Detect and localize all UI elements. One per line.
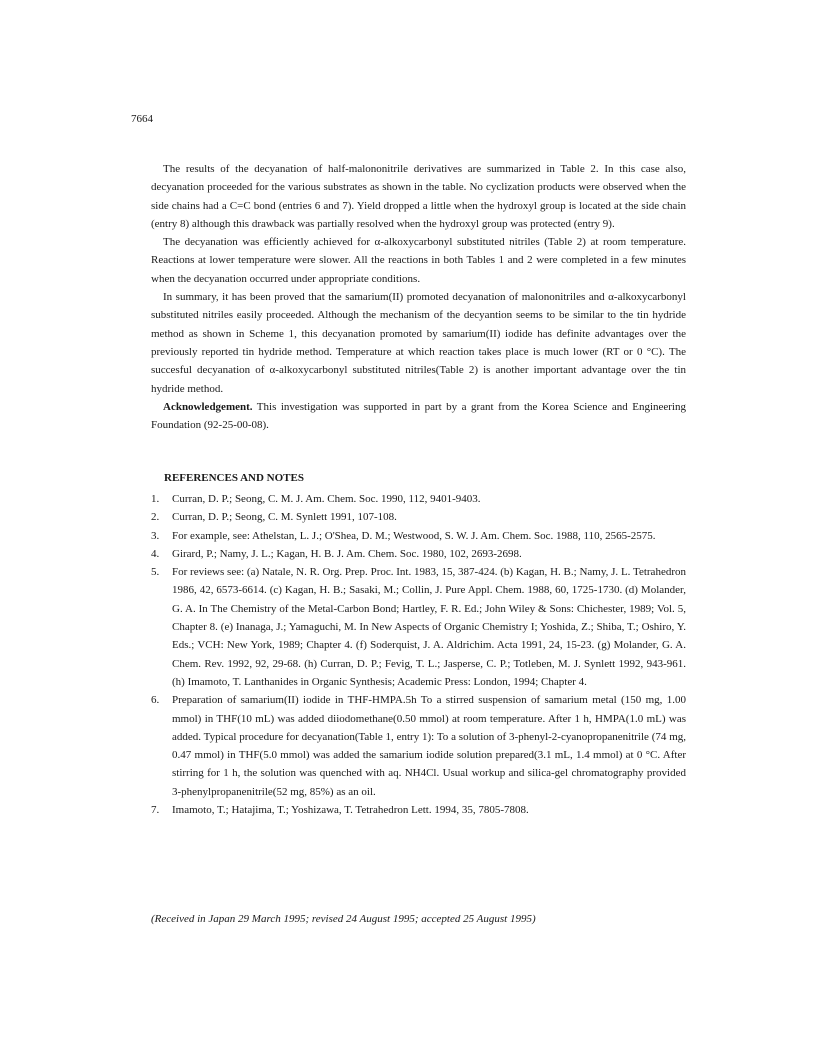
reference-number: 7. — [151, 804, 160, 817]
acknowledgement-heading: Acknowledgement. — [163, 400, 253, 413]
reference-text: Imamoto, T.; Hatajima, T.; Yoshizawa, T. Tetrahedron Lett. 1994, 35, 7805-7808. — [172, 804, 529, 817]
acknowledgement-text: This investigation was supported in part by a grant from the Korea Science and Engineering Foundation (92-25-00-08). — [151, 400, 686, 432]
reference-item — [151, 490, 686, 508]
reference-number: 3. — [151, 529, 160, 542]
reference-item — [151, 691, 686, 801]
reference-text: For example, see: Athelstan, L. J.; O'Shea, D. M.; Westwood, S. W. J. Am. Chem. Soc. 1988, 110, 2565-2575. — [172, 529, 656, 542]
paragraph-summary: In summary, it has been proved that the samarium(II) promoted decyanation of malononitriles and α-alkoxycarbonyl substituted nitriles easily proceeded. Although the mechanism of the decyantion seems to be similar to the tin hydride method as shown in Scheme 1, this decyanation promoted by samarium(II) iodide has definite advantages over the previously reported tin hydride method. Temperature at which reaction takes place is much lower (RT or 0 °C). The succesful decyanation of α-alkoxycarbonyl substituted nitriles(Table 2) is another important advantage over the tin hydride method. — [151, 291, 686, 395]
references-heading: REFERENCES AND NOTES — [164, 472, 304, 484]
reference-number: 2. — [151, 511, 160, 524]
paragraph-results: The results of the decyanation of half-malononitrile derivatives are summarized in Table 2. In this case also, decyanation proceeded for the various substrates as shown in the table. No cyclization products were observed when the side chains had a C=C bond (entries 6 and 7). Yield dropped a little when the hydroxyl group is located at the side chain (entry 8) although this drawback was partially resolved when the hydroxyl group was protected (entry 9). — [151, 163, 686, 230]
reference-item — [151, 563, 686, 691]
page-number: 7664 — [131, 113, 153, 125]
reference-number: 4. — [151, 547, 160, 560]
received-dates: (Received in Japan 29 March 1995; revised 24 August 1995; accepted 25 August 1995) — [151, 913, 536, 925]
paragraph-alkoxycarbonyl: The decyanation was efficiently achieved for α-alkoxycarbonyl substituted nitriles (Table 2) at room temperature. Reactions at lower temperature were slower. All the reactions in both Tables 1 and 2 were completed in a few minutes when the decyanation occurred under appropriate conditions. — [151, 236, 686, 285]
reference-text: For reviews see: (a) Natale, N. R. Org. Prep. Proc. Int. 1983, 15, 387-424. (b) Kagan, H. B.; Namy, J. L. Tetrahedron 1986, 42, 6573-6614. (c) Kagan, H. B.; Sasaki, M.; Collin, J. Pure Appl. Chem. 1988, 60, 1725-1730. (d) Molander, G. A. In The Chemistry of the Metal-Carbon Bond; Hartley, F. R. Ed.; John Wiley & Sons: Chichester, 1989; Vol. 5, Chapter 8. (e) Inanaga, J.; Yamaguchi, M. In New Aspects of Organic Chemistry I; Yoshida, Z.; Shiba, T.; Oshiro, Y. Eds.; VCH: New York, 1989; Chapter 4. (f) Soderquist, J. A. Aldrichim. Acta 1991, 24, 15-23. (g) Molander, G. A. Chem. Rev. 1992, 92, 29-68. (h) Curran, D. P.; Fevig, T. L.; Jasperse, C. P.; Totleben, M. J. Synlett 1992, 943-961. (h) Imamoto, T. Lanthanides in Organic Synthesis; Academic Press: London, 1994; Chapter 4. — [172, 566, 686, 688]
body-text — [151, 160, 686, 434]
reference-text: Curran, D. P.; Seong, C. M. J. Am. Chem. Soc. 1990, 112, 9401-9403. — [172, 493, 481, 505]
reference-item — [151, 527, 686, 545]
reference-text: Preparation of samarium(II) iodide in THF-HMPA.5h To a stirred suspension of samarium metal (150 mg, 1.00 mmol) in THF(10 mL) was added diiodomethane(0.50 mmol) at room temperature. After 1 h, HMPA(1.0 mL) was added. Typical procedure for decyanation(Table 1, entry 1): To a solution of 3-phenyl-2-cyanopropanenitrile (74 mg, 0.47 mmol) in THF(5.0 mmol) was added the samarium iodide solution prepared(3.1 mL, 1.4 mmol) at 0 °C. After stirring for 1 h, the solution was quenched with aq. NH4Cl. Usual workup and silica-gel chromatography provided 3-phenylpropanenitrile(52 mg, 85%) as an oil. — [172, 694, 686, 798]
reference-item — [151, 801, 686, 819]
references-list — [151, 490, 686, 819]
acknowledgement — [151, 398, 686, 435]
reference-number: 6. — [151, 694, 160, 707]
reference-item — [151, 545, 686, 563]
reference-number: 5. — [151, 566, 160, 579]
reference-number: 1. — [151, 493, 160, 505]
reference-item — [151, 508, 686, 526]
reference-text: Curran, D. P.; Seong, C. M. Synlett 1991, 107-108. — [172, 511, 397, 524]
reference-text: Girard, P.; Namy, J. L.; Kagan, H. B. J. Am. Chem. Soc. 1980, 102, 2693-2698. — [172, 547, 522, 560]
